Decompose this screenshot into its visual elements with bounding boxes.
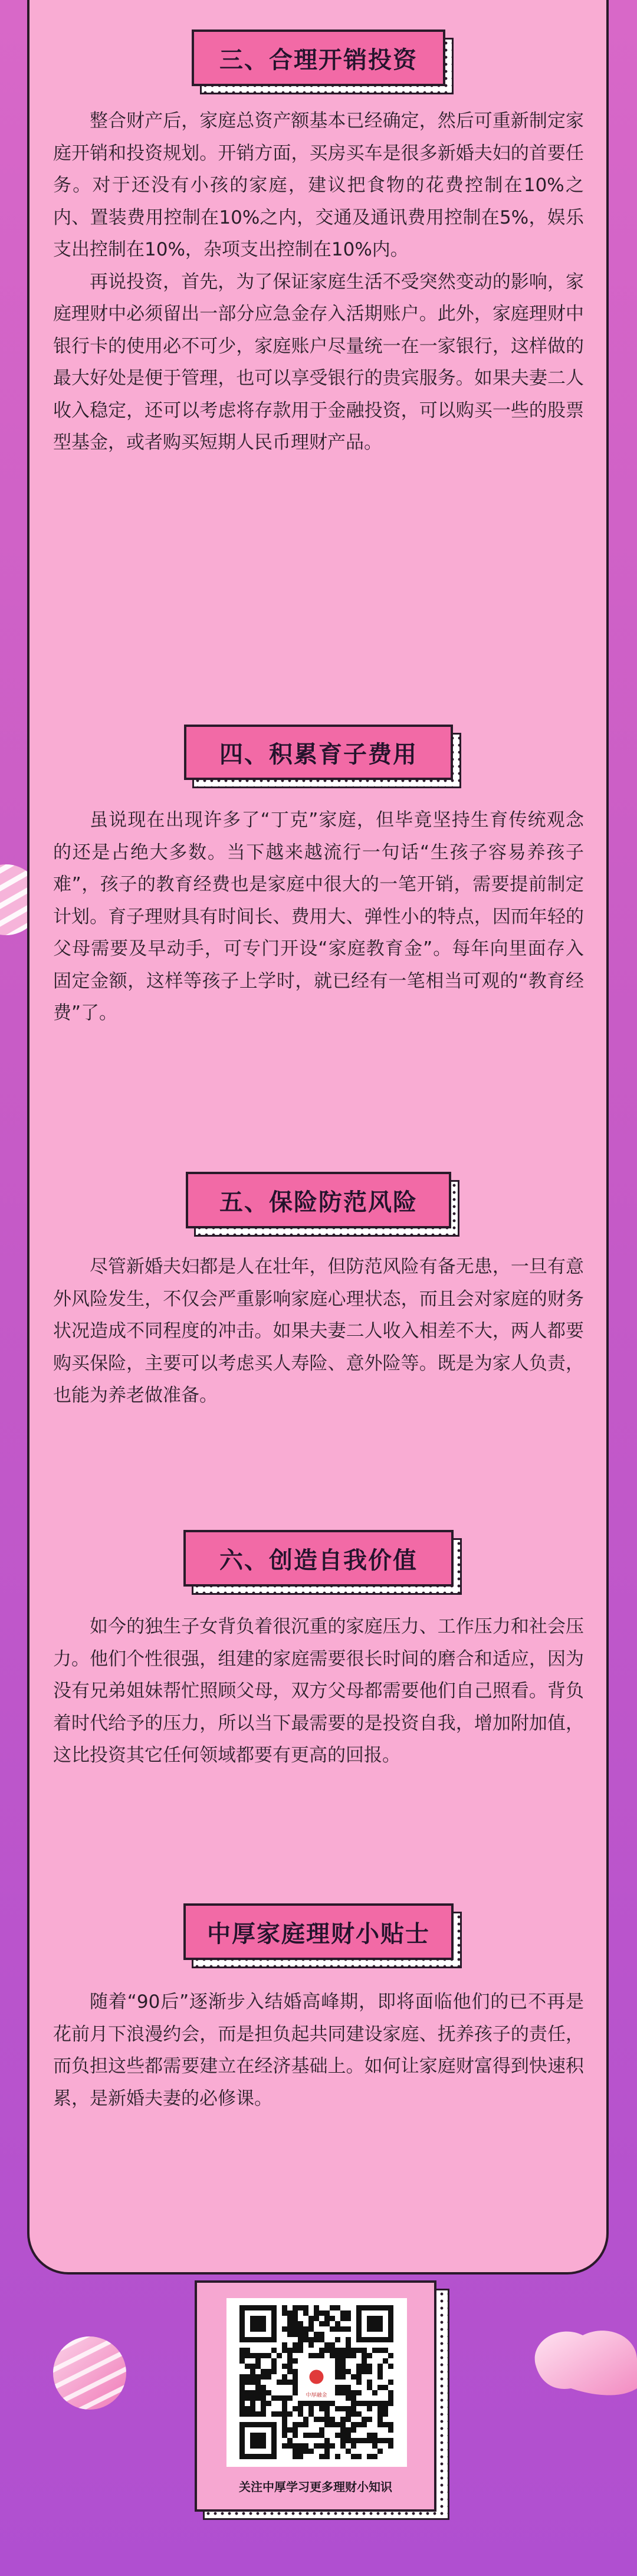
section-title: 三、合理开销投资 — [192, 30, 445, 86]
qr-panel — [195, 2280, 449, 2522]
qr-caption: 关注中厚学习更多理财小知识 — [239, 2480, 392, 2494]
paragraph: 虽说现在出现许多了“丁克”家庭，但毕竟坚持生育传统观念的还是占绝大多数。当下越来越流行一句话“生孩子容易养孩子难”，孩子的教育经费也是家庭中很大的一笔开销，需要提前制定计划。育子理财具有时间长、费用大、弹性小的特点，因而年轻的父母需要及早动手，可专门开设“家庭教育金”。每年向里面存入固定金额，这样等孩子上学时，就已经有一笔相当可观的“教育经费”了。 — [53, 809, 584, 1024]
qr-code[interactable] — [226, 2298, 407, 2467]
qr-code-graphic — [226, 2298, 407, 2467]
section-title: 中厚家庭理财小贴士 — [183, 1903, 454, 1960]
section-header-5 — [186, 1172, 451, 1228]
section-6-body — [53, 1611, 584, 1772]
qr-logo-text: 中厚融金 — [306, 2392, 327, 2398]
blob-bottom-right — [524, 2318, 637, 2400]
section-header-4 — [184, 725, 453, 780]
striped-ball-bottom-left — [52, 2335, 127, 2411]
section-header-3 — [192, 30, 445, 86]
section-5-body — [53, 1251, 584, 1412]
paragraph: 尽管新婚夫妇都是人在壮年，但防范风险有备无患，一旦有意外风险发生，不仅会严重影响家庭心理状态，而且会对家庭的财务状况造成不同程度的冲击。如果夫妻二人收入相差不大，两人都要购买保险，主要可以考虑买人寿险、意外险等。既是为家人负责，也能为养老做准备。 — [53, 1256, 584, 1406]
section-header-6 — [183, 1530, 454, 1587]
paragraph: 随着“90后”逐渐步入结婚高峰期，即将面临他们的已不再是花前月下浪漫约会，而是担负起共同建设家庭、抚养孩子的责任，而负担这些都需要建立在经济基础上。如何让家庭财富得到快速积累，是新婚夫妻的必修课。 — [53, 1991, 584, 2109]
section-title: 六、创造自我价值 — [183, 1530, 454, 1587]
qr-frame — [195, 2280, 436, 2512]
section-4-body — [53, 804, 584, 1030]
section-title: 五、保险防范风险 — [186, 1172, 451, 1228]
paragraph: 整合财产后，家庭总资产额基本已经确定，然后可重新制定家庭开销和投资规划。开销方面，买房买车是很多新婚夫妇的首要任务。对于还没有小孩的家庭，建议把食物的花费控制在10%之内、置装费用控制在10%之内，交通及通讯费用控制在5%，娱乐支出控制在10%，杂项支出控制在10%内。 — [53, 110, 584, 260]
section-3-body — [53, 105, 584, 459]
paragraph: 再说投资，首先，为了保证家庭生活不受突然变动的影响，家庭理财中必须留出一部分应急金存入活期账户。此外，家庭理财中银行卡的使用必不可少，家庭账户尽量统一在一家银行，这样做的最大好处是便于管理，也可以享受银行的贵宾服务。如果夫妻二人收入稳定，还可以考虑将存款用于金融投资，可以购买一些的股票型基金，或者购买短期人民币理财产品。 — [53, 271, 584, 453]
section-title: 四、积累育子费用 — [184, 725, 453, 780]
tips-body — [53, 1986, 584, 2115]
section-header-tips — [183, 1903, 454, 1960]
paragraph: 如今的独生子女背负着很沉重的家庭压力、工作压力和社会压力。他们个性很强，组建的家庭需要很长时间的磨合和适应，因为没有兄弟姐妹帮忙照顾父母，双方父母都需要他们自己照看。背负着时代给予的压力，所以当下最需要的是投资自我，增加附加值，这比投资其它任何领域都要有更高的回报。 — [53, 1616, 584, 1766]
